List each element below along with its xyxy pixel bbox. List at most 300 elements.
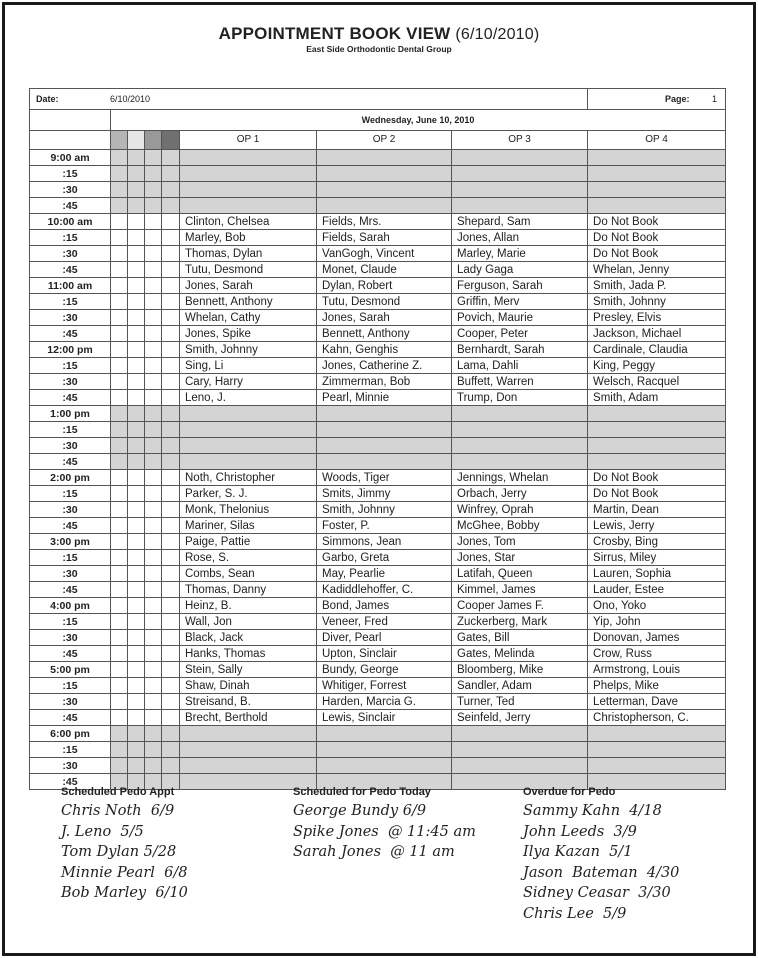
status-cell[interactable] xyxy=(128,374,145,390)
status-cell[interactable] xyxy=(145,438,162,454)
status-cell[interactable] xyxy=(128,326,145,342)
appointment-cell-op1[interactable]: Sing, Li xyxy=(180,358,317,374)
appointment-cell-op3[interactable]: Jones, Allan xyxy=(452,230,588,246)
appointment-cell-op4[interactable]: Lauren, Sophia xyxy=(588,566,726,582)
status-cell[interactable] xyxy=(162,214,180,230)
appointment-cell-op2[interactable]: Jones, Sarah xyxy=(317,310,452,326)
appointment-cell-op4[interactable]: Do Not Book xyxy=(588,230,726,246)
status-cell[interactable] xyxy=(145,534,162,550)
appointment-cell-op2[interactable]: Harden, Marcia G. xyxy=(317,694,452,710)
appointment-cell-op4[interactable]: Crosby, Bing xyxy=(588,534,726,550)
appointment-cell-op2[interactable]: Simmons, Jean xyxy=(317,534,452,550)
status-cell[interactable] xyxy=(162,630,180,646)
appointment-cell-op3[interactable]: Bloomberg, Mike xyxy=(452,662,588,678)
appointment-cell-op3[interactable]: Buffett, Warren xyxy=(452,374,588,390)
status-cell[interactable] xyxy=(145,614,162,630)
appointment-cell-op4[interactable] xyxy=(588,406,726,422)
status-cell[interactable] xyxy=(145,230,162,246)
appointment-cell-op4[interactable] xyxy=(588,438,726,454)
op-header-2[interactable]: OP 2 xyxy=(317,131,452,150)
appointment-cell-op3[interactable]: Gates, Bill xyxy=(452,630,588,646)
status-cell[interactable] xyxy=(111,550,128,566)
appointment-cell-op4[interactable]: Do Not Book xyxy=(588,214,726,230)
appointment-cell-op4[interactable]: Do Not Book xyxy=(588,470,726,486)
status-cell[interactable] xyxy=(145,406,162,422)
appointment-cell-op2[interactable]: Monet, Claude xyxy=(317,262,452,278)
appointment-cell-op2[interactable]: Garbo, Greta xyxy=(317,550,452,566)
status-cell[interactable] xyxy=(128,486,145,502)
appointment-cell-op1[interactable]: Black, Jack xyxy=(180,630,317,646)
status-cell[interactable] xyxy=(128,566,145,582)
appointment-cell-op4[interactable]: Smith, Johnny xyxy=(588,294,726,310)
status-cell[interactable] xyxy=(111,294,128,310)
appointment-cell-op4[interactable]: Welsch, Racquel xyxy=(588,374,726,390)
appointment-cell-op3[interactable]: Lady Gaga xyxy=(452,262,588,278)
appointment-cell-op3[interactable]: Povich, Maurie xyxy=(452,310,588,326)
status-cell[interactable] xyxy=(145,470,162,486)
status-cell[interactable] xyxy=(145,726,162,742)
status-cell[interactable] xyxy=(128,422,145,438)
status-cell[interactable] xyxy=(162,294,180,310)
appointment-cell-op3[interactable] xyxy=(452,422,588,438)
status-cell[interactable] xyxy=(162,230,180,246)
appointment-cell-op4[interactable]: Yip, John xyxy=(588,614,726,630)
status-cell[interactable] xyxy=(162,534,180,550)
appointment-cell-op2[interactable] xyxy=(317,438,452,454)
status-cell[interactable] xyxy=(145,710,162,726)
appointment-cell-op1[interactable] xyxy=(180,454,317,470)
status-cell[interactable] xyxy=(128,598,145,614)
status-cell[interactable] xyxy=(162,278,180,294)
status-cell[interactable] xyxy=(145,182,162,198)
appointment-cell-op1[interactable]: Wall, Jon xyxy=(180,614,317,630)
status-cell[interactable] xyxy=(111,390,128,406)
appointment-cell-op1[interactable]: Cary, Harry xyxy=(180,374,317,390)
status-cell[interactable] xyxy=(162,454,180,470)
status-cell[interactable] xyxy=(111,646,128,662)
appointment-cell-op3[interactable]: Marley, Marie xyxy=(452,246,588,262)
status-cell[interactable] xyxy=(111,758,128,774)
status-cell[interactable] xyxy=(162,438,180,454)
appointment-cell-op3[interactable] xyxy=(452,726,588,742)
appointment-cell-op1[interactable]: Noth, Christopher xyxy=(180,470,317,486)
status-cell[interactable] xyxy=(145,214,162,230)
appointment-cell-op4[interactable]: Do Not Book xyxy=(588,486,726,502)
status-cell[interactable] xyxy=(111,662,128,678)
status-cell[interactable] xyxy=(162,662,180,678)
status-cell[interactable] xyxy=(145,246,162,262)
status-cell[interactable] xyxy=(128,614,145,630)
appointment-cell-op4[interactable]: Donovan, James xyxy=(588,630,726,646)
appointment-cell-op3[interactable]: Orbach, Jerry xyxy=(452,486,588,502)
appointment-cell-op1[interactable]: Stein, Sally xyxy=(180,662,317,678)
status-cell[interactable] xyxy=(162,166,180,182)
status-cell[interactable] xyxy=(162,198,180,214)
status-cell[interactable] xyxy=(111,678,128,694)
appointment-cell-op3[interactable]: Zuckerberg, Mark xyxy=(452,614,588,630)
op-header-4[interactable]: OP 4 xyxy=(588,131,726,150)
status-cell[interactable] xyxy=(128,470,145,486)
status-cell[interactable] xyxy=(145,150,162,166)
status-cell[interactable] xyxy=(111,214,128,230)
appointment-cell-op1[interactable]: Thomas, Danny xyxy=(180,582,317,598)
status-cell[interactable] xyxy=(128,294,145,310)
status-cell[interactable] xyxy=(128,742,145,758)
status-cell[interactable] xyxy=(162,358,180,374)
appointment-cell-op2[interactable]: Tutu, Desmond xyxy=(317,294,452,310)
status-cell[interactable] xyxy=(128,198,145,214)
status-cell[interactable] xyxy=(128,662,145,678)
status-cell[interactable] xyxy=(111,566,128,582)
appointment-cell-op4[interactable]: Lauder, Estee xyxy=(588,582,726,598)
status-cell[interactable] xyxy=(111,422,128,438)
appointment-cell-op4[interactable] xyxy=(588,422,726,438)
appointment-cell-op1[interactable]: Combs, Sean xyxy=(180,566,317,582)
appointment-cell-op1[interactable] xyxy=(180,182,317,198)
appointment-cell-op4[interactable] xyxy=(588,454,726,470)
appointment-cell-op1[interactable]: Monk, Thelonius xyxy=(180,502,317,518)
status-cell[interactable] xyxy=(128,166,145,182)
status-cell[interactable] xyxy=(111,166,128,182)
status-cell[interactable] xyxy=(145,630,162,646)
status-cell[interactable] xyxy=(162,742,180,758)
appointment-cell-op1[interactable]: Jones, Spike xyxy=(180,326,317,342)
appointment-cell-op4[interactable]: Martin, Dean xyxy=(588,502,726,518)
appointment-cell-op2[interactable]: Diver, Pearl xyxy=(317,630,452,646)
appointment-cell-op4[interactable]: Presley, Elvis xyxy=(588,310,726,326)
status-cell[interactable] xyxy=(111,710,128,726)
appointment-cell-op2[interactable]: Dylan, Robert xyxy=(317,278,452,294)
appointment-cell-op1[interactable]: Jones, Sarah xyxy=(180,278,317,294)
appointment-cell-op2[interactable] xyxy=(317,166,452,182)
status-cell[interactable] xyxy=(162,246,180,262)
appointment-cell-op1[interactable] xyxy=(180,422,317,438)
appointment-cell-op4[interactable] xyxy=(588,182,726,198)
status-cell[interactable] xyxy=(111,406,128,422)
appointment-cell-op2[interactable]: Smits, Jimmy xyxy=(317,486,452,502)
status-cell[interactable] xyxy=(111,438,128,454)
status-cell[interactable] xyxy=(111,614,128,630)
appointment-cell-op2[interactable]: Smith, Johnny xyxy=(317,502,452,518)
appointment-cell-op3[interactable]: Ferguson, Sarah xyxy=(452,278,588,294)
status-cell[interactable] xyxy=(128,278,145,294)
status-cell[interactable] xyxy=(128,214,145,230)
status-cell[interactable] xyxy=(162,726,180,742)
status-cell[interactable] xyxy=(145,166,162,182)
appointment-cell-op3[interactable]: Cooper James F. xyxy=(452,598,588,614)
appointment-cell-op1[interactable]: Bennett, Anthony xyxy=(180,294,317,310)
appointment-cell-op2[interactable]: Bennett, Anthony xyxy=(317,326,452,342)
status-cell[interactable] xyxy=(162,502,180,518)
appointment-cell-op3[interactable]: Jones, Tom xyxy=(452,534,588,550)
status-cell[interactable] xyxy=(145,662,162,678)
appointment-cell-op3[interactable]: Jones, Star xyxy=(452,550,588,566)
appointment-cell-op2[interactable]: Fields, Mrs. xyxy=(317,214,452,230)
appointment-cell-op1[interactable]: Marley, Bob xyxy=(180,230,317,246)
status-cell[interactable] xyxy=(111,182,128,198)
status-cell[interactable] xyxy=(145,758,162,774)
status-cell[interactable] xyxy=(162,614,180,630)
status-cell[interactable] xyxy=(162,150,180,166)
status-cell[interactable] xyxy=(145,550,162,566)
status-cell[interactable] xyxy=(145,262,162,278)
status-cell[interactable] xyxy=(128,182,145,198)
status-cell[interactable] xyxy=(111,358,128,374)
appointment-cell-op2[interactable] xyxy=(317,198,452,214)
status-cell[interactable] xyxy=(162,342,180,358)
appointment-cell-op1[interactable]: Brecht, Berthold xyxy=(180,710,317,726)
status-cell[interactable] xyxy=(111,582,128,598)
status-cell[interactable] xyxy=(162,422,180,438)
appointment-cell-op3[interactable] xyxy=(452,454,588,470)
appointment-cell-op4[interactable] xyxy=(588,150,726,166)
status-cell[interactable] xyxy=(145,566,162,582)
status-cell[interactable] xyxy=(111,150,128,166)
status-cell[interactable] xyxy=(111,486,128,502)
status-cell[interactable] xyxy=(145,342,162,358)
status-cell[interactable] xyxy=(111,598,128,614)
status-cell[interactable] xyxy=(145,518,162,534)
status-cell[interactable] xyxy=(128,358,145,374)
appointment-cell-op4[interactable]: Letterman, Dave xyxy=(588,694,726,710)
appointment-cell-op4[interactable]: King, Peggy xyxy=(588,358,726,374)
appointment-cell-op4[interactable]: Ono, Yoko xyxy=(588,598,726,614)
status-cell[interactable] xyxy=(128,758,145,774)
appointment-cell-op3[interactable]: Jennings, Whelan xyxy=(452,470,588,486)
status-cell[interactable] xyxy=(162,694,180,710)
status-cell[interactable] xyxy=(128,582,145,598)
appointment-cell-op1[interactable] xyxy=(180,742,317,758)
status-cell[interactable] xyxy=(162,470,180,486)
appointment-cell-op4[interactable] xyxy=(588,726,726,742)
appointment-cell-op2[interactable] xyxy=(317,454,452,470)
appointment-cell-op3[interactable]: Gates, Melinda xyxy=(452,646,588,662)
status-cell[interactable] xyxy=(111,694,128,710)
status-cell[interactable] xyxy=(145,294,162,310)
appointment-cell-op1[interactable]: Clinton, Chelsea xyxy=(180,214,317,230)
appointment-cell-op4[interactable]: Smith, Jada P. xyxy=(588,278,726,294)
status-cell[interactable] xyxy=(128,710,145,726)
status-cell[interactable] xyxy=(145,502,162,518)
status-cell[interactable] xyxy=(128,406,145,422)
status-cell[interactable] xyxy=(128,550,145,566)
status-cell[interactable] xyxy=(162,678,180,694)
appointment-cell-op4[interactable]: Smith, Adam xyxy=(588,390,726,406)
status-cell[interactable] xyxy=(145,486,162,502)
appointment-cell-op1[interactable]: Streisand, B. xyxy=(180,694,317,710)
status-cell[interactable] xyxy=(145,198,162,214)
appointment-cell-op2[interactable]: Kadiddlehoffer, C. xyxy=(317,582,452,598)
appointment-cell-op2[interactable]: Upton, Sinclair xyxy=(317,646,452,662)
status-cell[interactable] xyxy=(128,726,145,742)
status-cell[interactable] xyxy=(128,454,145,470)
appointment-cell-op4[interactable]: Sirrus, Miley xyxy=(588,550,726,566)
status-cell[interactable] xyxy=(111,518,128,534)
appointment-cell-op2[interactable]: Bundy, George xyxy=(317,662,452,678)
status-cell[interactable] xyxy=(111,246,128,262)
appointment-cell-op1[interactable]: Shaw, Dinah xyxy=(180,678,317,694)
appointment-cell-op2[interactable]: Woods, Tiger xyxy=(317,470,452,486)
status-cell[interactable] xyxy=(128,502,145,518)
appointment-cell-op1[interactable] xyxy=(180,198,317,214)
status-cell[interactable] xyxy=(162,374,180,390)
status-cell[interactable] xyxy=(162,390,180,406)
status-cell[interactable] xyxy=(128,150,145,166)
appointment-cell-op4[interactable]: Whelan, Jenny xyxy=(588,262,726,278)
appointment-cell-op2[interactable]: May, Pearlie xyxy=(317,566,452,582)
appointment-cell-op4[interactable]: Christopherson, C. xyxy=(588,710,726,726)
appointment-cell-op1[interactable]: Heinz, B. xyxy=(180,598,317,614)
appointment-cell-op3[interactable] xyxy=(452,758,588,774)
status-cell[interactable] xyxy=(128,678,145,694)
status-cell[interactable] xyxy=(145,646,162,662)
appointment-cell-op1[interactable] xyxy=(180,406,317,422)
appointment-cell-op3[interactable] xyxy=(452,742,588,758)
status-cell[interactable] xyxy=(162,598,180,614)
appointment-cell-op1[interactable] xyxy=(180,150,317,166)
appointment-cell-op2[interactable] xyxy=(317,758,452,774)
appointment-cell-op1[interactable] xyxy=(180,438,317,454)
status-cell[interactable] xyxy=(162,566,180,582)
appointment-cell-op2[interactable]: VanGogh, Vincent xyxy=(317,246,452,262)
status-cell[interactable] xyxy=(128,646,145,662)
status-cell[interactable] xyxy=(162,710,180,726)
status-cell[interactable] xyxy=(128,630,145,646)
appointment-cell-op1[interactable]: Tutu, Desmond xyxy=(180,262,317,278)
appointment-cell-op2[interactable]: Lewis, Sinclair xyxy=(317,710,452,726)
appointment-cell-op2[interactable]: Kahn, Genghis xyxy=(317,342,452,358)
appointment-cell-op3[interactable]: Bernhardt, Sarah xyxy=(452,342,588,358)
status-cell[interactable] xyxy=(162,550,180,566)
appointment-cell-op2[interactable]: Fields, Sarah xyxy=(317,230,452,246)
status-cell[interactable] xyxy=(145,374,162,390)
appointment-cell-op3[interactable] xyxy=(452,198,588,214)
status-cell[interactable] xyxy=(162,486,180,502)
status-cell[interactable] xyxy=(111,230,128,246)
appointment-cell-op2[interactable]: Foster, P. xyxy=(317,518,452,534)
appointment-cell-op1[interactable]: Parker, S. J. xyxy=(180,486,317,502)
status-cell[interactable] xyxy=(111,630,128,646)
appointment-cell-op1[interactable]: Leno, J. xyxy=(180,390,317,406)
status-cell[interactable] xyxy=(162,310,180,326)
status-cell[interactable] xyxy=(162,646,180,662)
status-cell[interactable] xyxy=(128,534,145,550)
status-cell[interactable] xyxy=(111,454,128,470)
appointment-cell-op1[interactable]: Rose, S. xyxy=(180,550,317,566)
appointment-cell-op3[interactable]: Griffin, Merv xyxy=(452,294,588,310)
status-cell[interactable] xyxy=(111,502,128,518)
appointment-cell-op1[interactable] xyxy=(180,726,317,742)
appointment-cell-op4[interactable]: Lewis, Jerry xyxy=(588,518,726,534)
appointment-cell-op2[interactable] xyxy=(317,182,452,198)
appointment-cell-op4[interactable] xyxy=(588,758,726,774)
status-cell[interactable] xyxy=(162,582,180,598)
status-cell[interactable] xyxy=(111,742,128,758)
appointment-cell-op4[interactable]: Crow, Russ xyxy=(588,646,726,662)
status-cell[interactable] xyxy=(128,230,145,246)
status-cell[interactable] xyxy=(128,342,145,358)
appointment-cell-op3[interactable]: Latifah, Queen xyxy=(452,566,588,582)
appointment-cell-op2[interactable] xyxy=(317,406,452,422)
appointment-cell-op3[interactable]: Lama, Dahli xyxy=(452,358,588,374)
appointment-cell-op3[interactable] xyxy=(452,166,588,182)
appointment-cell-op1[interactable]: Paige, Pattie xyxy=(180,534,317,550)
appointment-cell-op2[interactable] xyxy=(317,422,452,438)
status-cell[interactable] xyxy=(111,374,128,390)
appointment-cell-op1[interactable] xyxy=(180,166,317,182)
appointment-cell-op4[interactable] xyxy=(588,166,726,182)
appointment-cell-op1[interactable]: Smith, Johnny xyxy=(180,342,317,358)
appointment-cell-op1[interactable]: Whelan, Cathy xyxy=(180,310,317,326)
status-cell[interactable] xyxy=(162,406,180,422)
appointment-cell-op2[interactable] xyxy=(317,742,452,758)
status-cell[interactable] xyxy=(128,262,145,278)
status-cell[interactable] xyxy=(111,310,128,326)
status-cell[interactable] xyxy=(145,278,162,294)
status-cell[interactable] xyxy=(111,534,128,550)
status-cell[interactable] xyxy=(111,726,128,742)
appointment-cell-op3[interactable]: Kimmel, James xyxy=(452,582,588,598)
status-cell[interactable] xyxy=(162,262,180,278)
status-cell[interactable] xyxy=(162,518,180,534)
appointment-cell-op4[interactable] xyxy=(588,742,726,758)
appointment-cell-op2[interactable] xyxy=(317,150,452,166)
appointment-cell-op1[interactable] xyxy=(180,758,317,774)
status-cell[interactable] xyxy=(145,694,162,710)
appointment-cell-op1[interactable]: Mariner, Silas xyxy=(180,518,317,534)
status-cell[interactable] xyxy=(162,758,180,774)
appointment-cell-op1[interactable]: Hanks, Thomas xyxy=(180,646,317,662)
appointment-cell-op3[interactable]: Sandler, Adam xyxy=(452,678,588,694)
status-cell[interactable] xyxy=(145,422,162,438)
appointment-cell-op3[interactable] xyxy=(452,182,588,198)
appointment-cell-op3[interactable]: Seinfeld, Jerry xyxy=(452,710,588,726)
appointment-cell-op2[interactable]: Veneer, Fred xyxy=(317,614,452,630)
status-cell[interactable] xyxy=(145,390,162,406)
status-cell[interactable] xyxy=(145,358,162,374)
appointment-cell-op3[interactable] xyxy=(452,150,588,166)
appointment-cell-op3[interactable]: Trump, Don xyxy=(452,390,588,406)
appointment-cell-op3[interactable]: Shepard, Sam xyxy=(452,214,588,230)
status-cell[interactable] xyxy=(162,182,180,198)
status-cell[interactable] xyxy=(145,310,162,326)
status-cell[interactable] xyxy=(128,390,145,406)
appointment-cell-op3[interactable] xyxy=(452,438,588,454)
appointment-cell-op2[interactable] xyxy=(317,726,452,742)
status-cell[interactable] xyxy=(128,310,145,326)
appointment-cell-op4[interactable]: Cardinale, Claudia xyxy=(588,342,726,358)
status-cell[interactable] xyxy=(128,694,145,710)
status-cell[interactable] xyxy=(145,326,162,342)
status-cell[interactable] xyxy=(145,742,162,758)
status-cell[interactable] xyxy=(145,454,162,470)
status-cell[interactable] xyxy=(111,326,128,342)
appointment-cell-op3[interactable]: Winfrey, Oprah xyxy=(452,502,588,518)
status-cell[interactable] xyxy=(128,246,145,262)
appointment-cell-op1[interactable]: Thomas, Dylan xyxy=(180,246,317,262)
appointment-cell-op2[interactable]: Bond, James xyxy=(317,598,452,614)
status-cell[interactable] xyxy=(111,278,128,294)
appointment-cell-op3[interactable]: Turner, Ted xyxy=(452,694,588,710)
appointment-cell-op2[interactable]: Zimmerman, Bob xyxy=(317,374,452,390)
appointment-cell-op4[interactable] xyxy=(588,198,726,214)
status-cell[interactable] xyxy=(162,326,180,342)
status-cell[interactable] xyxy=(145,598,162,614)
status-cell[interactable] xyxy=(111,342,128,358)
appointment-cell-op4[interactable]: Do Not Book xyxy=(588,246,726,262)
status-cell[interactable] xyxy=(128,518,145,534)
op-header-1[interactable]: OP 1 xyxy=(180,131,317,150)
